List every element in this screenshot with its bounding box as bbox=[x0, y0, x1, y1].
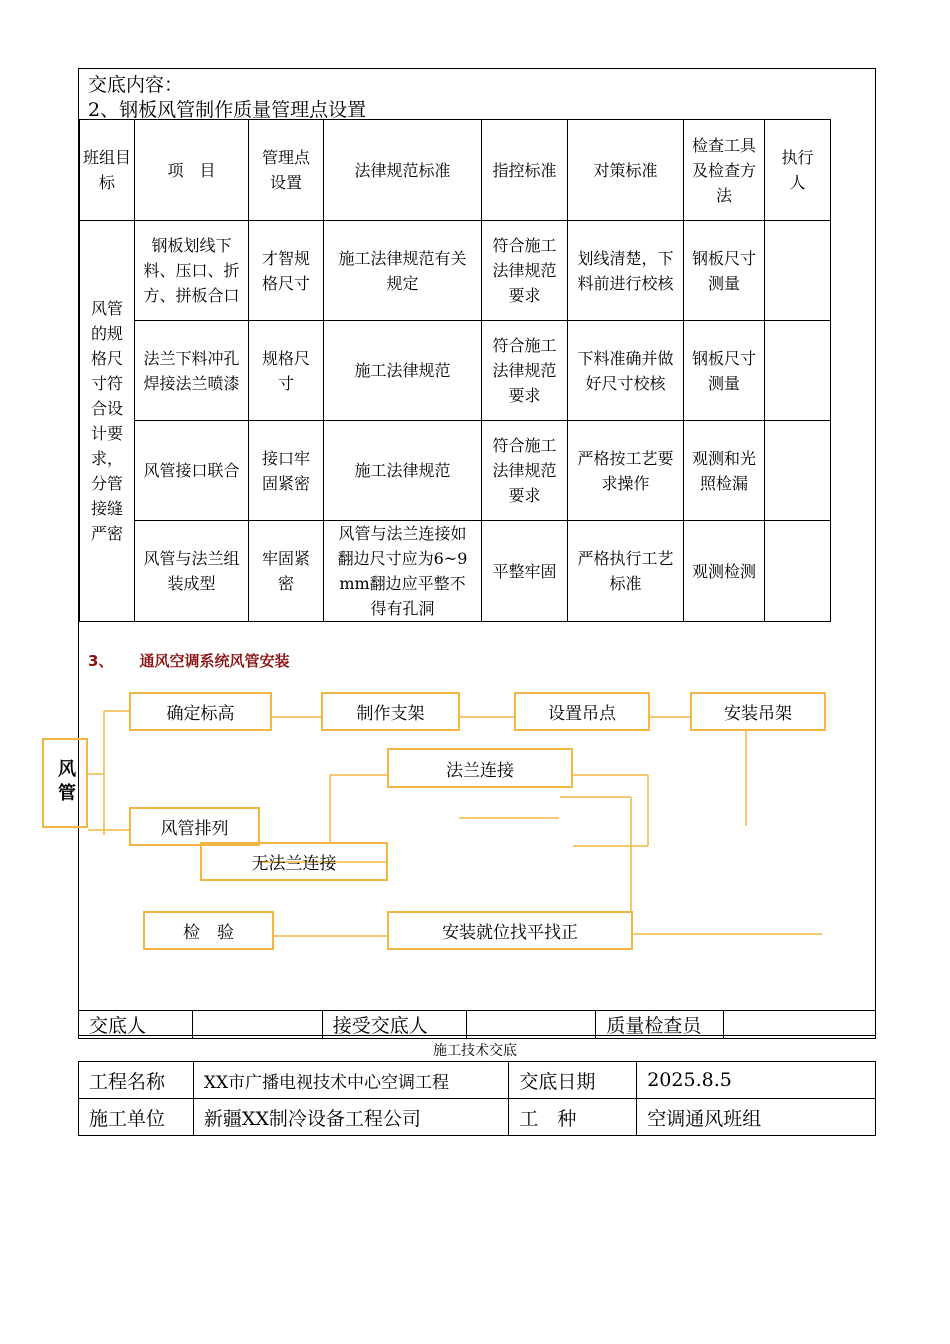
header-cell: 班组目标 bbox=[80, 120, 135, 221]
flow-box-label: 设置吊点 bbox=[548, 704, 616, 724]
flow-box-elevation bbox=[129, 692, 272, 731]
flow-box-label: 安装就位找平找正 bbox=[442, 923, 578, 943]
inspector-field[interactable] bbox=[724, 1011, 876, 1039]
discloser-label: 交底人 bbox=[79, 1011, 193, 1039]
item-cell: 钢板划线下料、压口、折方、拼板合口 bbox=[135, 221, 249, 321]
flow-box-install-level bbox=[387, 911, 633, 950]
check-cell: 观测检测 bbox=[684, 521, 765, 622]
receiver-field[interactable] bbox=[466, 1011, 596, 1039]
signature-row bbox=[78, 1010, 876, 1039]
law-cell: 施工法律规范 bbox=[324, 321, 482, 421]
control-cell: 符合施工法律规范要求 bbox=[482, 221, 568, 321]
point-cell: 才智规格尺寸 bbox=[249, 221, 324, 321]
measure-cell: 严格按工艺要求操作 bbox=[568, 421, 684, 521]
header-cell: 检查工具及检查方法 bbox=[684, 120, 765, 221]
section2-title: 2、钢板风管制作质量管理点设置 bbox=[88, 99, 367, 121]
trade-value: 空调通风班组 bbox=[637, 1099, 876, 1136]
control-cell: 符合施工法律规范要求 bbox=[482, 421, 568, 521]
flow-box-support bbox=[321, 692, 460, 731]
project-name-label: 工程名称 bbox=[79, 1062, 194, 1099]
point-cell: 牢固紧密 bbox=[249, 521, 324, 622]
control-cell: 平整牢固 bbox=[482, 521, 568, 622]
project-info-table bbox=[78, 1061, 876, 1136]
item-cell: 法兰下料冲孔焊接法兰喷漆 bbox=[135, 321, 249, 421]
discloser-field[interactable] bbox=[192, 1011, 322, 1039]
item-cell: 风管接口联合 bbox=[135, 421, 249, 521]
flow-box-inspection bbox=[143, 911, 274, 950]
check-cell: 钢板尺寸测量 bbox=[684, 321, 765, 421]
duct-start-box bbox=[42, 738, 88, 828]
flow-box-label: 确定标高 bbox=[166, 704, 235, 724]
receiver-label: 接受交底人 bbox=[322, 1011, 466, 1039]
check-cell: 钢板尺寸测量 bbox=[684, 221, 765, 321]
header-cell: 法律规范标准 bbox=[324, 120, 482, 221]
disclosure-date-label: 交底日期 bbox=[509, 1062, 637, 1099]
trade-label: 工 种 bbox=[509, 1099, 637, 1136]
law-cell: 施工法律规范有关规定 bbox=[324, 221, 482, 321]
law-cell: 风管与法兰连接如翻边尺寸应为6~9mm翻边应平整不得有孔洞 bbox=[324, 521, 482, 622]
flow-box-label: 无法兰连接 bbox=[251, 854, 337, 874]
duct-start-label: 风管 bbox=[55, 759, 76, 807]
header-cell: 指控标准 bbox=[482, 120, 568, 221]
control-cell: 符合施工法律规范要求 bbox=[482, 321, 568, 421]
header-cell: 对策标准 bbox=[568, 120, 684, 221]
measure-cell: 划线清楚，下料前进行校核 bbox=[568, 221, 684, 321]
item-cell: 风管与法兰组装成型 bbox=[135, 521, 249, 622]
flow-box-hanging-point bbox=[514, 692, 650, 731]
flow-box-label: 风管排列 bbox=[160, 819, 229, 839]
flow-box-flange bbox=[387, 748, 573, 788]
flow-box-label: 制作支架 bbox=[356, 704, 425, 724]
flow-box-label: 法兰连接 bbox=[446, 760, 514, 781]
header-cell: 管理点设置 bbox=[249, 120, 324, 221]
header-cell: 项 目 bbox=[135, 120, 249, 221]
flow-box-hanger bbox=[690, 692, 826, 731]
project-name-value: XX市广播电视技术中心空调工程 bbox=[193, 1062, 509, 1099]
header-cell: 执行人 bbox=[765, 120, 831, 221]
point-cell: 接口牢固紧密 bbox=[249, 421, 324, 521]
disclosure-content-label: 交底内容： bbox=[88, 74, 184, 96]
measure-cell: 严格执行工艺标准 bbox=[568, 521, 684, 622]
flow-box-flangeless bbox=[200, 842, 388, 881]
check-cell: 观测和光照检漏 bbox=[684, 421, 765, 521]
inspector-label: 质量检查员 bbox=[596, 1011, 724, 1039]
law-cell: 施工法律规范 bbox=[324, 421, 482, 521]
construction-unit-value: 新疆XX制冷设备工程公司 bbox=[193, 1099, 509, 1136]
group-target-cell: 风管的规格尺寸符合设计要求，分管接缝严密 bbox=[80, 221, 135, 622]
measure-cell: 下料准确并做好尺寸校核 bbox=[568, 321, 684, 421]
disclosure-date-value: 2025.8.5 bbox=[637, 1062, 876, 1099]
point-cell: 规格尺寸 bbox=[249, 321, 324, 421]
section3-title: 通风空调系统风管安装 bbox=[139, 652, 290, 670]
section3-number: 3、 bbox=[88, 652, 114, 670]
flow-box-label: 检 验 bbox=[183, 923, 234, 943]
flow-box-arrangement bbox=[129, 807, 260, 846]
construction-unit-label: 施工单位 bbox=[79, 1099, 194, 1136]
page-caption: 施工技术交底 bbox=[433, 1043, 517, 1059]
flow-box-label: 安装吊架 bbox=[724, 704, 792, 724]
